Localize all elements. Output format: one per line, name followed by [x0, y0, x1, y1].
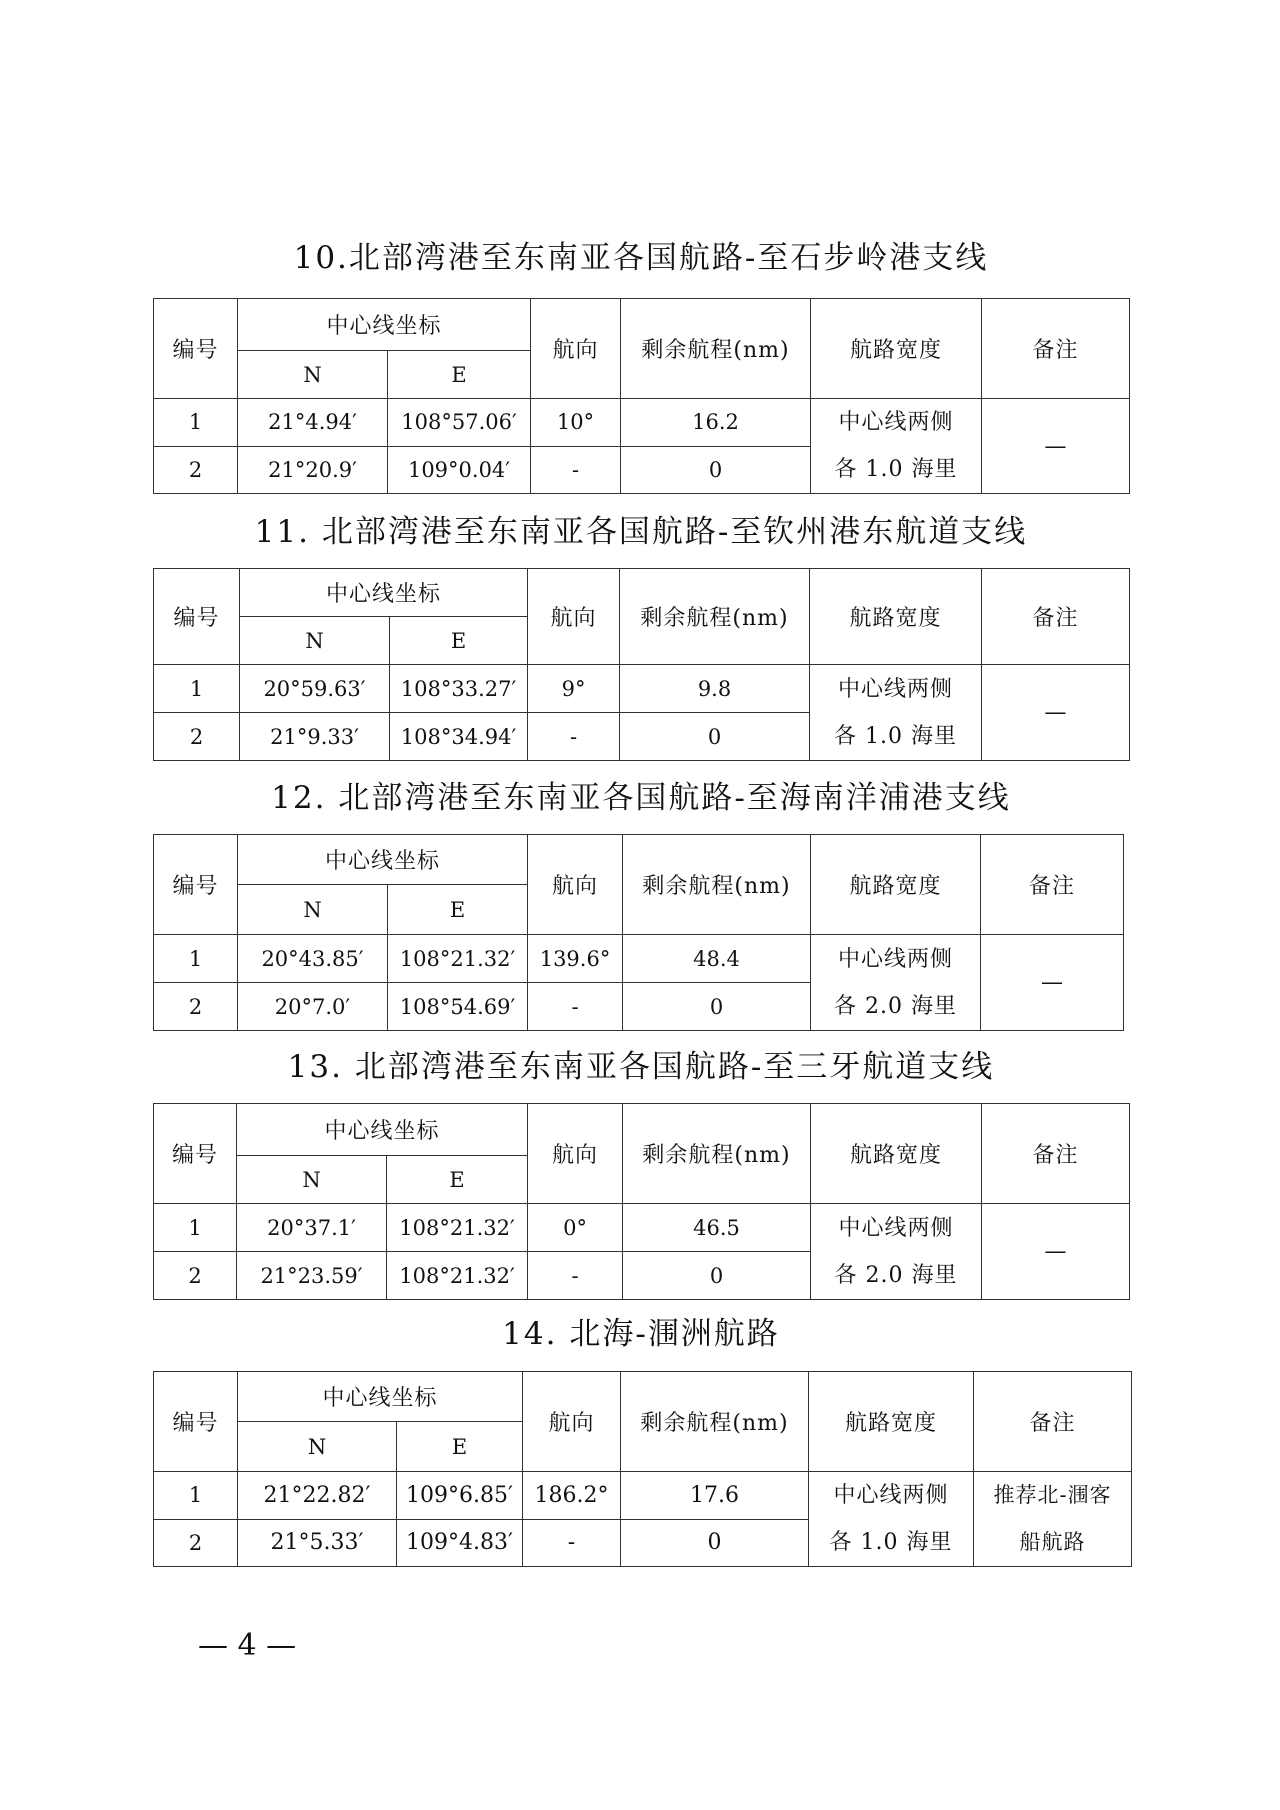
header-id: 编号: [154, 1372, 238, 1472]
header-e: E: [387, 1156, 528, 1204]
header-n: N: [238, 1422, 397, 1472]
header-course: 航向: [523, 1372, 621, 1472]
header-n: N: [237, 1156, 387, 1204]
cell-id: 2: [154, 983, 238, 1031]
note-line1: 推荐北-涠客: [993, 1483, 1112, 1507]
cell-note: [982, 1204, 1130, 1300]
note-line1: —: [1044, 1239, 1067, 1264]
header-n: N: [240, 617, 390, 665]
header-note: 备注: [981, 835, 1124, 935]
cell-course: 186.2°: [523, 1472, 621, 1520]
cell-course: 139.6°: [528, 935, 623, 983]
header-note: 备注: [982, 1104, 1130, 1204]
cell-n: 21°4.94′: [238, 399, 388, 447]
cell-remaining: 0: [623, 1252, 811, 1300]
header-id: 编号: [154, 299, 238, 399]
section-title: 10.北部湾港至东南亚各国航路-至石步岭港支线: [293, 240, 989, 276]
header-id: 编号: [154, 569, 240, 665]
cell-course: -: [528, 1252, 623, 1300]
cell-remaining: 46.5: [623, 1204, 811, 1252]
cell-course: -: [531, 446, 621, 494]
cell-n: 20°59.63′: [240, 665, 390, 713]
cell-id: 1: [154, 935, 238, 983]
cell-note: [974, 1472, 1132, 1567]
note-line1: —: [1044, 433, 1067, 459]
header-course: 航向: [531, 299, 621, 399]
cell-course: 9°: [528, 665, 620, 713]
section-title: 13. 北部湾港至东南亚各国航路-至三牙航道支线: [287, 1049, 995, 1085]
cell-remaining: 0: [620, 713, 810, 761]
cell-course: -: [523, 1519, 621, 1567]
note-line1: —: [1044, 700, 1067, 725]
cell-e: 108°21.32′: [387, 1204, 528, 1252]
header-remaining: 剩余航程(nm): [621, 299, 811, 399]
header-e: E: [390, 617, 528, 665]
cell-remaining: 0: [621, 1519, 809, 1567]
header-n: N: [238, 885, 388, 935]
width-line2: 各 1.0 海里: [834, 723, 957, 749]
table-header-row: [154, 299, 1130, 351]
header-e: E: [388, 885, 528, 935]
route-table: [153, 298, 1130, 494]
header-course: 航向: [528, 835, 623, 935]
header-remaining: 剩余航程(nm): [623, 1104, 811, 1204]
header-center-coords: 中心线坐标: [238, 1372, 523, 1422]
section-title: 12. 北部湾港至东南亚各国航路-至海南洋浦港支线: [271, 780, 1011, 816]
cell-id: 2: [154, 446, 238, 494]
table-header-row: [154, 1104, 1130, 1156]
header-note: 备注: [982, 299, 1130, 399]
page-number: — 4 —: [198, 1628, 297, 1663]
cell-note: [982, 665, 1130, 761]
table-row: [154, 399, 1130, 447]
header-width: 航路宽度: [810, 569, 982, 665]
cell-id: 2: [154, 1519, 238, 1567]
width-line1: 中心线两侧: [838, 1215, 954, 1241]
cell-course: -: [528, 983, 623, 1031]
cell-e: 109°0.04′: [388, 446, 531, 494]
header-center-coords: 中心线坐标: [238, 299, 531, 351]
width-line1: 中心线两侧: [838, 676, 954, 702]
cell-width: [809, 1472, 974, 1567]
width-line1: 中心线两侧: [838, 410, 954, 435]
table-row: [154, 1472, 1132, 1520]
cell-e: 108°33.27′: [390, 665, 528, 713]
cell-e: 108°34.94′: [390, 713, 528, 761]
width-line2: 各 1.0 海里: [834, 457, 958, 482]
cell-id: 1: [154, 1204, 237, 1252]
header-course: 航向: [528, 569, 620, 665]
header-remaining: 剩余航程(nm): [620, 569, 810, 665]
route-table: [153, 1103, 1130, 1300]
cell-remaining: 17.6: [621, 1472, 809, 1520]
table-header-row: [154, 569, 1130, 617]
cell-width: [810, 665, 982, 761]
cell-remaining: 48.4: [623, 935, 811, 983]
header-remaining: 剩余航程(nm): [623, 835, 811, 935]
cell-n: 21°23.59′: [237, 1252, 387, 1300]
note-line1: —: [1041, 970, 1064, 995]
header-width: 航路宽度: [811, 1104, 982, 1204]
cell-note: [982, 399, 1130, 494]
table-header-row: [154, 835, 1124, 885]
header-width: 航路宽度: [811, 299, 982, 399]
cell-e: 109°4.83′: [397, 1519, 523, 1567]
width-line2: 各 1.0 海里: [829, 1530, 953, 1555]
cell-id: 2: [154, 713, 240, 761]
cell-e: 108°21.32′: [388, 935, 528, 983]
header-note: 备注: [982, 569, 1130, 665]
cell-n: 21°22.82′: [238, 1472, 397, 1520]
cell-n: 21°20.9′: [238, 446, 388, 494]
cell-remaining: 16.2: [621, 399, 811, 447]
section-title: 11. 北部湾港至东南亚各国航路-至钦州港东航道支线: [254, 514, 1028, 550]
section-title: 14. 北海-涠洲航路: [502, 1316, 780, 1352]
header-width: 航路宽度: [811, 835, 981, 935]
cell-e: 108°21.32′: [387, 1252, 528, 1300]
width-line2: 各 2.0 海里: [834, 993, 957, 1019]
header-id: 编号: [154, 835, 238, 935]
cell-id: 1: [154, 399, 238, 447]
header-course: 航向: [528, 1104, 623, 1204]
cell-remaining: 0: [621, 446, 811, 494]
table-header-row: [154, 1372, 1132, 1422]
cell-remaining: 9.8: [620, 665, 810, 713]
cell-n: 20°37.1′: [237, 1204, 387, 1252]
route-table: [153, 834, 1124, 1031]
header-e: E: [397, 1422, 523, 1472]
table-row: [154, 1204, 1130, 1252]
cell-n: 20°7.0′: [238, 983, 388, 1031]
width-line2: 各 2.0 海里: [834, 1262, 958, 1288]
cell-course: -: [528, 713, 620, 761]
cell-id: 1: [154, 665, 240, 713]
header-center-coords: 中心线坐标: [238, 835, 528, 885]
header-e: E: [388, 351, 531, 399]
cell-remaining: 0: [623, 983, 811, 1031]
cell-n: 21°9.33′: [240, 713, 390, 761]
table-row: [154, 665, 1130, 713]
cell-course: 0°: [528, 1204, 623, 1252]
cell-n: 20°43.85′: [238, 935, 388, 983]
note-line2: 船航路: [1019, 1530, 1086, 1554]
width-line1: 中心线两侧: [833, 1483, 949, 1508]
cell-course: 10°: [531, 399, 621, 447]
cell-e: 109°6.85′: [397, 1472, 523, 1520]
route-table: [153, 1371, 1132, 1567]
cell-width: [811, 399, 982, 494]
cell-width: [811, 935, 981, 1031]
cell-id: 2: [154, 1252, 237, 1300]
header-width: 航路宽度: [809, 1372, 974, 1472]
width-line1: 中心线两侧: [838, 946, 954, 972]
route-table: [153, 568, 1130, 761]
cell-width: [811, 1204, 982, 1300]
cell-id: 1: [154, 1472, 238, 1520]
header-note: 备注: [974, 1372, 1132, 1472]
header-remaining: 剩余航程(nm): [621, 1372, 809, 1472]
header-id: 编号: [154, 1104, 237, 1204]
header-center-coords: 中心线坐标: [237, 1104, 528, 1156]
table-row: [154, 935, 1124, 983]
header-n: N: [238, 351, 388, 399]
cell-e: 108°57.06′: [388, 399, 531, 447]
cell-e: 108°54.69′: [388, 983, 528, 1031]
header-center-coords: 中心线坐标: [240, 569, 528, 617]
cell-n: 21°5.33′: [238, 1519, 397, 1567]
cell-note: [981, 935, 1124, 1031]
